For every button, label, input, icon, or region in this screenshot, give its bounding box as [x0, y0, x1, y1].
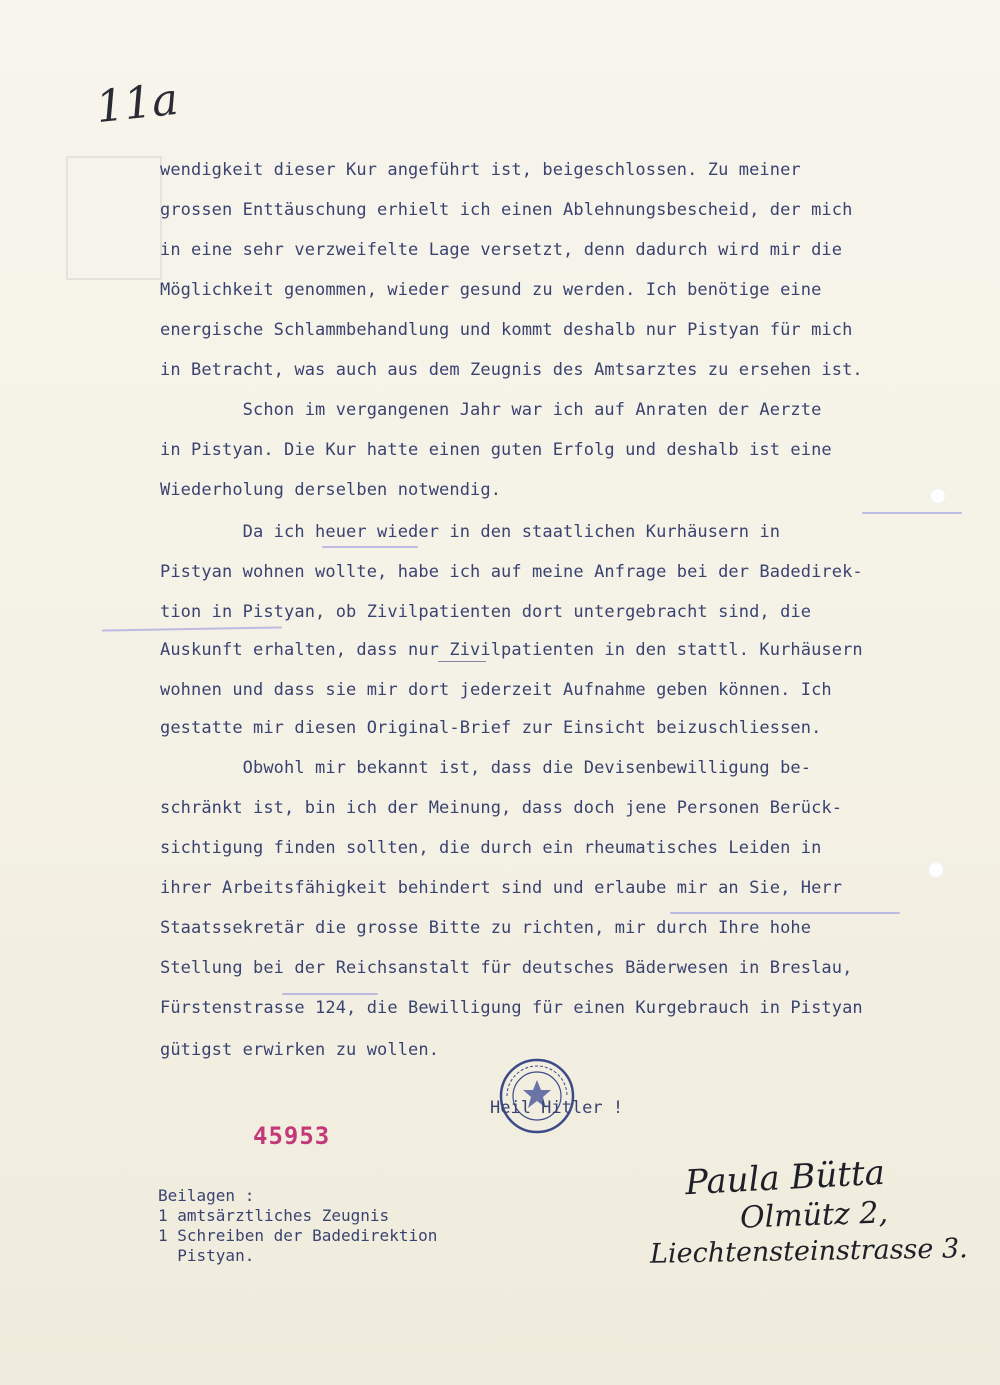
body-line: in Pistyan. Die Kur hatte einen guten Erfolg und deshalb ist eine	[160, 440, 832, 460]
pencil-underline	[282, 993, 378, 995]
body-line: in Betracht, was auch aus dem Zeugnis des Amtsarztes zu ersehen ist.	[160, 360, 863, 380]
body-line: in eine sehr verzweifelte Lage versetzt, denn dadurch wird mir die	[160, 240, 843, 260]
document-number-stamp: 45953	[253, 1122, 331, 1150]
body-line: Wiederholung derselben notwendig.	[160, 480, 502, 500]
salutation: Heil Hitler !	[490, 1098, 624, 1118]
punch-hole	[930, 488, 946, 504]
pencil-underline	[322, 546, 418, 548]
body-line: ihrer Arbeitsfähigkeit behindert sind und erlaube mir an Sie, Herr	[160, 878, 843, 898]
body-line: Möglichkeit genommen, wieder gesund zu werden. Ich benötige eine	[160, 280, 822, 300]
signature-address-2: Liechtensteinstrasse 3.	[649, 1233, 968, 1270]
pencil-underline	[438, 661, 486, 662]
pencil-underline	[670, 912, 900, 914]
body-line: gütigst erwirken zu wollen.	[160, 1040, 440, 1060]
enclosure-item: 1 Schreiben der Badedirektion	[158, 1226, 438, 1245]
body-line: Schon im vergangenen Jahr war ich auf Anraten der Aerzte	[160, 400, 822, 420]
body-line: Pistyan wohnen wollte, habe ich auf meine Anfrage bei der Badedirek-	[160, 562, 863, 582]
signature-address-1: Olmütz 2,	[739, 1195, 889, 1236]
body-line: Stellung bei der Reichsanstalt für deutsches Bäderwesen in Breslau,	[160, 958, 853, 978]
body-line: wendigkeit dieser Kur angeführt ist, beigeschlossen. Zu meiner	[160, 160, 801, 180]
bleed-through-box	[66, 156, 162, 280]
body-line: Auskunft erhalten, dass nur Zivilpatienten in den stattl. Kurhäusern	[160, 640, 863, 660]
body-line: grossen Enttäuschung erhielt ich einen Ablehnungsbescheid, der mich	[160, 200, 853, 220]
body-line: energische Schlammbehandlung und kommt deshalb nur Pistyan für mich	[160, 320, 853, 340]
body-line: Obwohl mir bekannt ist, dass die Devisenbewilligung be-	[160, 758, 812, 778]
archive-stamp-icon	[497, 1056, 577, 1136]
body-line: wohnen und dass sie mir dort jederzeit Aufnahme geben können. Ich	[160, 680, 832, 700]
body-line: Staatssekretär die grosse Bitte zu richten, mir durch Ihre hohe	[160, 918, 812, 938]
body-line: gestatte mir diesen Original-Brief zur Einsicht beizuschliessen.	[160, 718, 822, 738]
body-line: sichtigung finden sollten, die durch ein rheumatisches Leiden in	[160, 838, 822, 858]
body-line: schränkt ist, bin ich der Meinung, dass doch jene Personen Berück-	[160, 798, 843, 818]
handwritten-page-note: 11a	[93, 73, 181, 134]
enclosure-item: 1 amtsärztliches Zeugnis	[158, 1206, 390, 1225]
pencil-underline	[102, 626, 282, 631]
enclosure-item: Pistyan.	[158, 1246, 255, 1265]
body-line: tion in Pistyan, ob Zivilpatienten dort untergebracht sind, die	[160, 602, 812, 622]
punch-hole	[928, 862, 944, 878]
pencil-underline	[862, 512, 962, 514]
body-line: Da ich heuer wieder in den staatlichen Kurhäusern in	[160, 522, 781, 542]
enclosures-heading: Beilagen :	[158, 1186, 255, 1205]
signature-name: Paula Bütta	[684, 1152, 886, 1204]
body-line: Fürstenstrasse 124, die Bewilligung für einen Kurgebrauch in Pistyan	[160, 998, 863, 1018]
